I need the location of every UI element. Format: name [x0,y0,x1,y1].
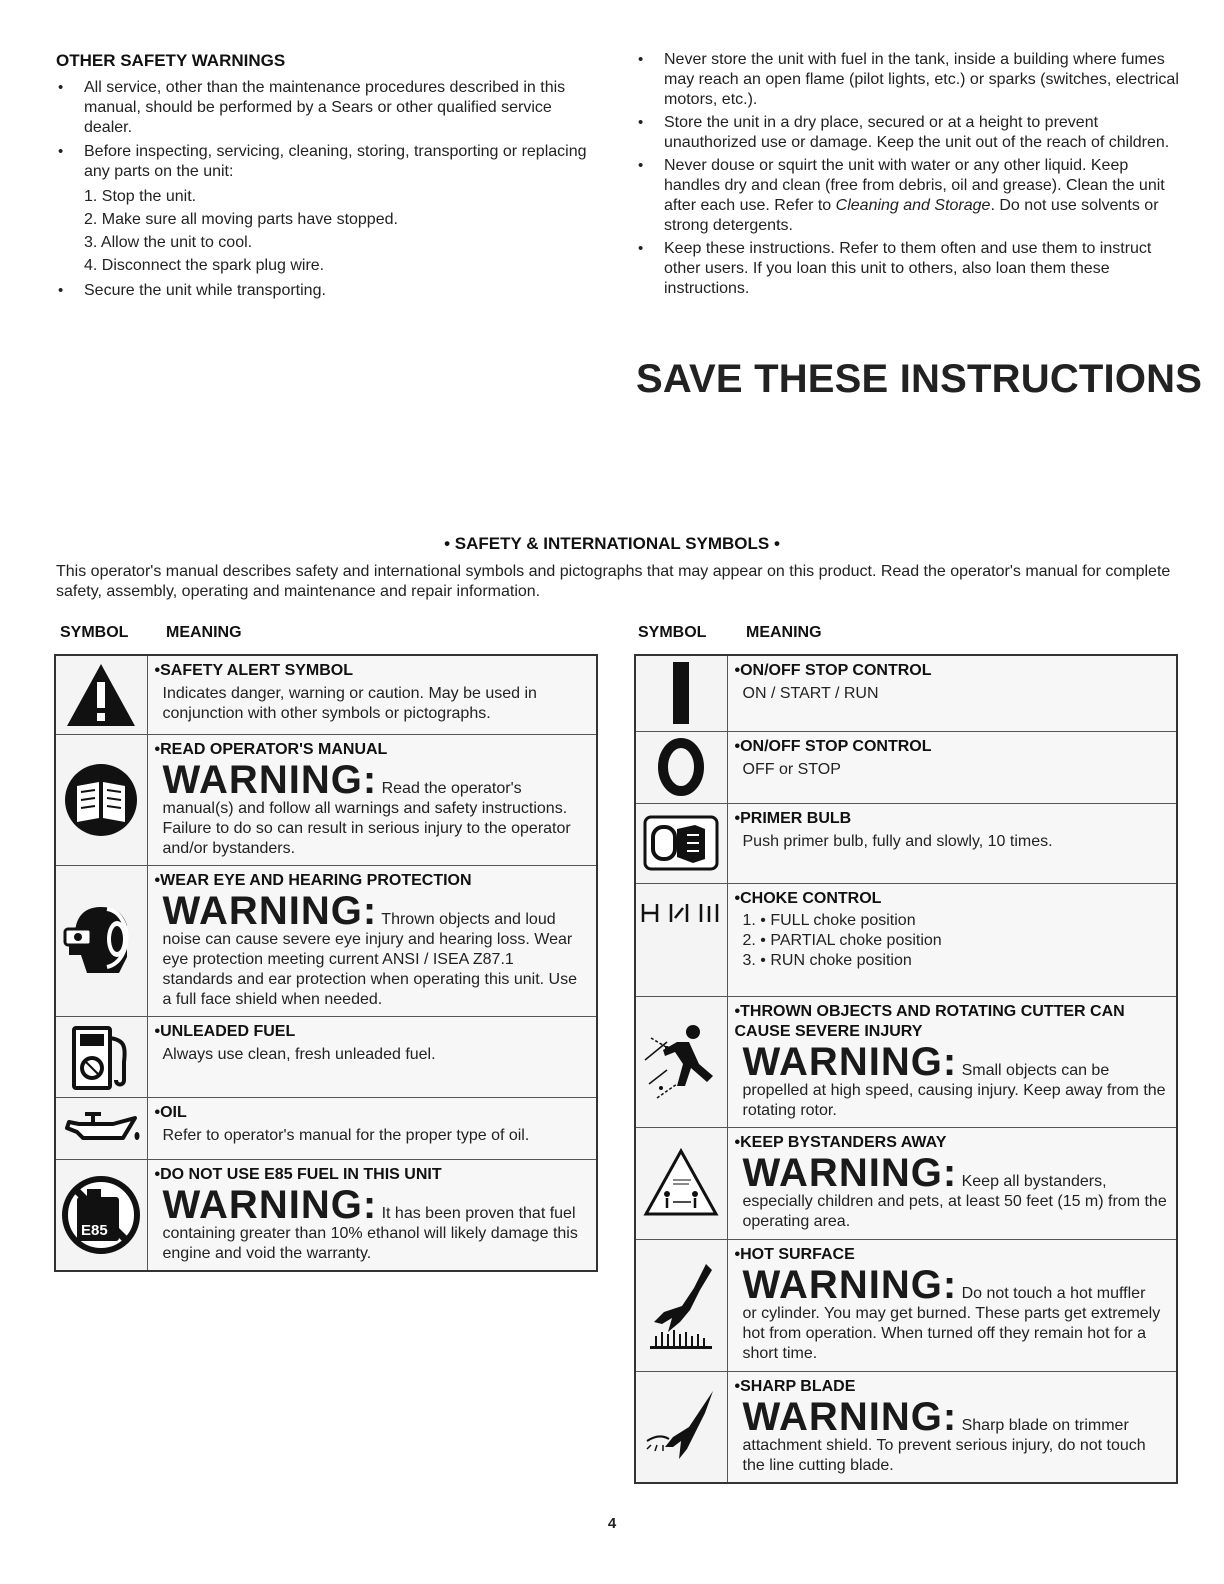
symbol-header: SYMBOL [60,624,129,641]
meaning-cell [147,1097,597,1159]
meaning-cell [147,1016,597,1097]
save-instructions-title: SAVE THESE INSTRUCTIONS [636,357,1203,401]
warning-text-start: Small objects can be [961,1061,1110,1079]
symbol-cell [55,1159,147,1271]
bystanders-icon [643,1148,719,1218]
table-row [635,1371,1177,1483]
meaning-cell [147,655,597,734]
table-row [635,883,1177,996]
table-row [635,655,1177,731]
warning-text: noise can cause severe eye injury and hearing loss. Wear eye protection meeting current ANSI / ISEA Z87.1 standards and ear protection when operating this unit. Use a full face shield when needed. [162,930,577,1008]
book-icon [63,762,139,838]
list-item: • All service, other than the maintenance procedures described in this manual, should be performed by a Sears or other qualified service dealer. [56,78,601,138]
warning-word: WARNING: [162,757,378,802]
list-item-text: Never douse or squirt the unit with water or any other liquid. Keep handles dry and clean (free from debris, oil and grease). Clean the unit after each use. Refer to [664,157,1165,214]
symbol-description: Always use clean, fresh unleaded fuel. [162,1045,436,1063]
meaning-header: MEANING [166,624,242,641]
warning-text-start: Read the operator's [381,779,522,797]
symbol-description: Push primer bulb, fully and slowly, 10 times. [742,832,1053,850]
symbol-title: • OIL [155,1103,589,1123]
symbol-cell [55,865,147,1016]
list-item: • Secure the unit while transporting. [56,281,601,301]
meaning-header: MEANING [746,624,822,641]
warning-text-start: Thrown objects and loud [381,910,556,928]
symbol-cell [635,803,727,883]
symbol-description [735,1039,1169,1121]
meaning-cell [727,655,1177,731]
symbols-heading: • SAFETY & INTERNATIONAL SYMBOLS • [444,534,780,553]
eye-ear-protection-icon [61,901,141,981]
list-item: 3. • RUN choke position [742,951,912,969]
meaning-cell [727,803,1177,883]
list-item [636,156,1181,236]
symbol-cell [635,1371,727,1483]
symbol-cell [635,996,727,1127]
symbol-header: SYMBOL [638,624,707,641]
warning-text: especially children and pets, at least 50 feet (15 m) from the operating area. [742,1192,1167,1230]
step-list [84,185,601,277]
symbol-cell [55,734,147,865]
no-e85-icon [61,1175,141,1255]
symbol-description: ON / START / RUN [742,685,879,702]
table-row [635,803,1177,883]
table-row [55,865,597,1016]
warning-text-start: Keep all bystanders, [961,1172,1107,1190]
cross-reference: Cleaning and Storage [835,197,991,214]
symbol-cell [635,1239,727,1371]
symbol-cell [55,1016,147,1097]
warning-text: propelled at high speed, causing injury. Keep away from the rotating rotor. [742,1081,1166,1119]
page-number: 4 [607,1515,617,1532]
left-column-headers [60,624,242,642]
fuel-pump-icon [66,1022,136,1092]
symbol-title: • CHOKE CONTROL [735,889,1169,909]
list-item: 1. • FULL choke position [742,911,916,929]
symbol-title: • UNLEADED FUEL [155,1022,589,1042]
symbol-cell [635,655,727,731]
table-row [55,1016,597,1097]
symbol-title: • SAFETY ALERT SYMBOL [155,661,589,681]
symbol-cell [55,1097,147,1159]
step-item: 4. Disconnect the spark plug wire. [84,257,325,274]
meaning-cell [727,883,1177,996]
symbol-title: • WEAR EYE AND HEARING PROTECTION [155,871,589,891]
warning-word: WARNING: [742,1150,958,1195]
section-title: OTHER SAFETY WARNINGS [56,51,286,70]
table-row [55,1159,597,1271]
meaning-cell [727,731,1177,803]
list-item: • Store the unit in a dry place, secured or at a height to prevent unauthorized use or damage. Keep the unit out of the reach of children. [636,113,1181,153]
list-item: 2. • PARTIAL choke position [742,931,942,949]
table-row [635,1239,1177,1371]
other-safety-left-column [56,50,601,305]
warning-text-start: It has been proven that fuel [381,1204,576,1222]
symbol-title: • THROWN OBJECTS AND ROTATING CUTTER CAN CAUSE SEVERE INJURY [735,1002,1169,1042]
list-item: • Keep these instructions. Refer to them often and use them to instruct other users. If you loan this unit to others, also loan them these instructions. [636,239,1181,299]
primer-bulb-icon [643,813,719,873]
table-row [55,655,597,734]
symbol-cell [635,1127,727,1239]
symbol-title: • DO NOT USE E85 FUEL IN THIS UNIT [155,1165,589,1185]
choke-position-list [735,911,1169,971]
bullet-list [56,78,601,301]
list-item [56,142,601,277]
hot-surface-icon [644,1260,718,1350]
meaning-cell [147,1159,597,1271]
thrown-objects-icon [641,1020,721,1104]
symbol-description [155,1182,589,1264]
e85-label: E85 [81,1221,108,1239]
oil-can-icon [61,1108,141,1148]
symbol-title: • HOT SURFACE [735,1245,1169,1265]
right-column-headers [638,624,822,642]
symbol-title: • PRIMER BULB [735,809,1169,829]
warning-word: WARNING: [742,1039,958,1084]
list-item: • Never store the unit with fuel in the tank, inside a building where fumes may reach an open flame (pilot lights, etc.) or sparks (switches, electrical motors, etc.). [636,50,1181,110]
table-row [635,731,1177,803]
right-symbol-table [634,654,1178,1484]
step-item: 1. Stop the unit. [84,188,197,205]
off-symbol-icon [656,737,706,797]
warning-word: WARNING: [162,888,378,933]
warning-triangle-icon [65,662,137,728]
sharp-blade-icon [643,1387,719,1467]
warning-text: manual(s) and follow all warnings and safety instructions. Failure to do so can result in serious injury to the operator and/or bystanders. [162,799,571,857]
symbol-title: • ON/OFF STOP CONTROL [735,737,1169,757]
table-row [635,1127,1177,1239]
symbol-description [735,1150,1169,1232]
symbol-description: Refer to operator's manual for the proper type of oil. [162,1126,530,1144]
left-symbol-table [54,654,598,1272]
step-item: 3. Allow the unit to cool. [84,234,253,251]
bullet-list [636,50,1181,299]
meaning-cell [727,1239,1177,1371]
symbols-intro: This operator's manual describes safety and international symbols and pictographs that may appear on this product. Read the operator's manual for complete safety, assembly, operating and maintenance and repair information. [56,563,1171,600]
symbol-title: • KEEP BYSTANDERS AWAY [735,1133,1169,1153]
symbol-description [155,888,589,1010]
other-safety-right-column [636,50,1181,302]
warning-word: WARNING: [742,1394,958,1439]
warning-text-start: Do not touch a hot muffler [961,1284,1146,1302]
choke-icon [639,896,723,926]
symbol-description: Indicates danger, warning or caution. May be used in conjunction with other symbols or pictographs. [162,685,537,722]
warning-text: or cylinder. You may get burned. These parts get extremely hot from operation. When turned off they remain hot for a short time. [742,1304,1161,1362]
table-row [55,1097,597,1159]
list-item-text: . Do not use solvents or strong detergents. [664,197,1159,234]
symbol-description [155,757,589,859]
symbol-cell [55,655,147,734]
warning-text-start: Sharp blade on trimmer [961,1416,1129,1434]
table-row [635,996,1177,1127]
symbol-description [735,1394,1169,1476]
meaning-cell [147,865,597,1016]
meaning-cell [147,734,597,865]
meaning-cell [727,1127,1177,1239]
step-item: 2. Make sure all moving parts have stopped. [84,211,398,228]
symbol-description: OFF or STOP [742,760,841,778]
list-item-text: Before inspecting, servicing, cleaning, storing, transporting or replacing any parts on the unit: [84,143,587,180]
warning-word: WARNING: [162,1182,378,1227]
symbol-cell [635,883,727,996]
symbol-description [735,1262,1169,1364]
symbol-title: • READ OPERATOR'S MANUAL [155,740,589,760]
table-row [55,734,597,865]
symbol-title: • SHARP BLADE [735,1377,1169,1397]
warning-word: WARNING: [742,1262,958,1307]
warning-text: attachment shield. To prevent serious injury, do not touch the line cutting blade. [742,1436,1146,1474]
meaning-cell [727,996,1177,1127]
symbol-title: • ON/OFF STOP CONTROL [735,661,1169,681]
meaning-cell [727,1371,1177,1483]
on-symbol-icon [666,660,696,726]
warning-text: containing greater than 10% ethanol will likely damage this engine and void the warranty. [162,1224,578,1262]
symbol-cell [635,731,727,803]
